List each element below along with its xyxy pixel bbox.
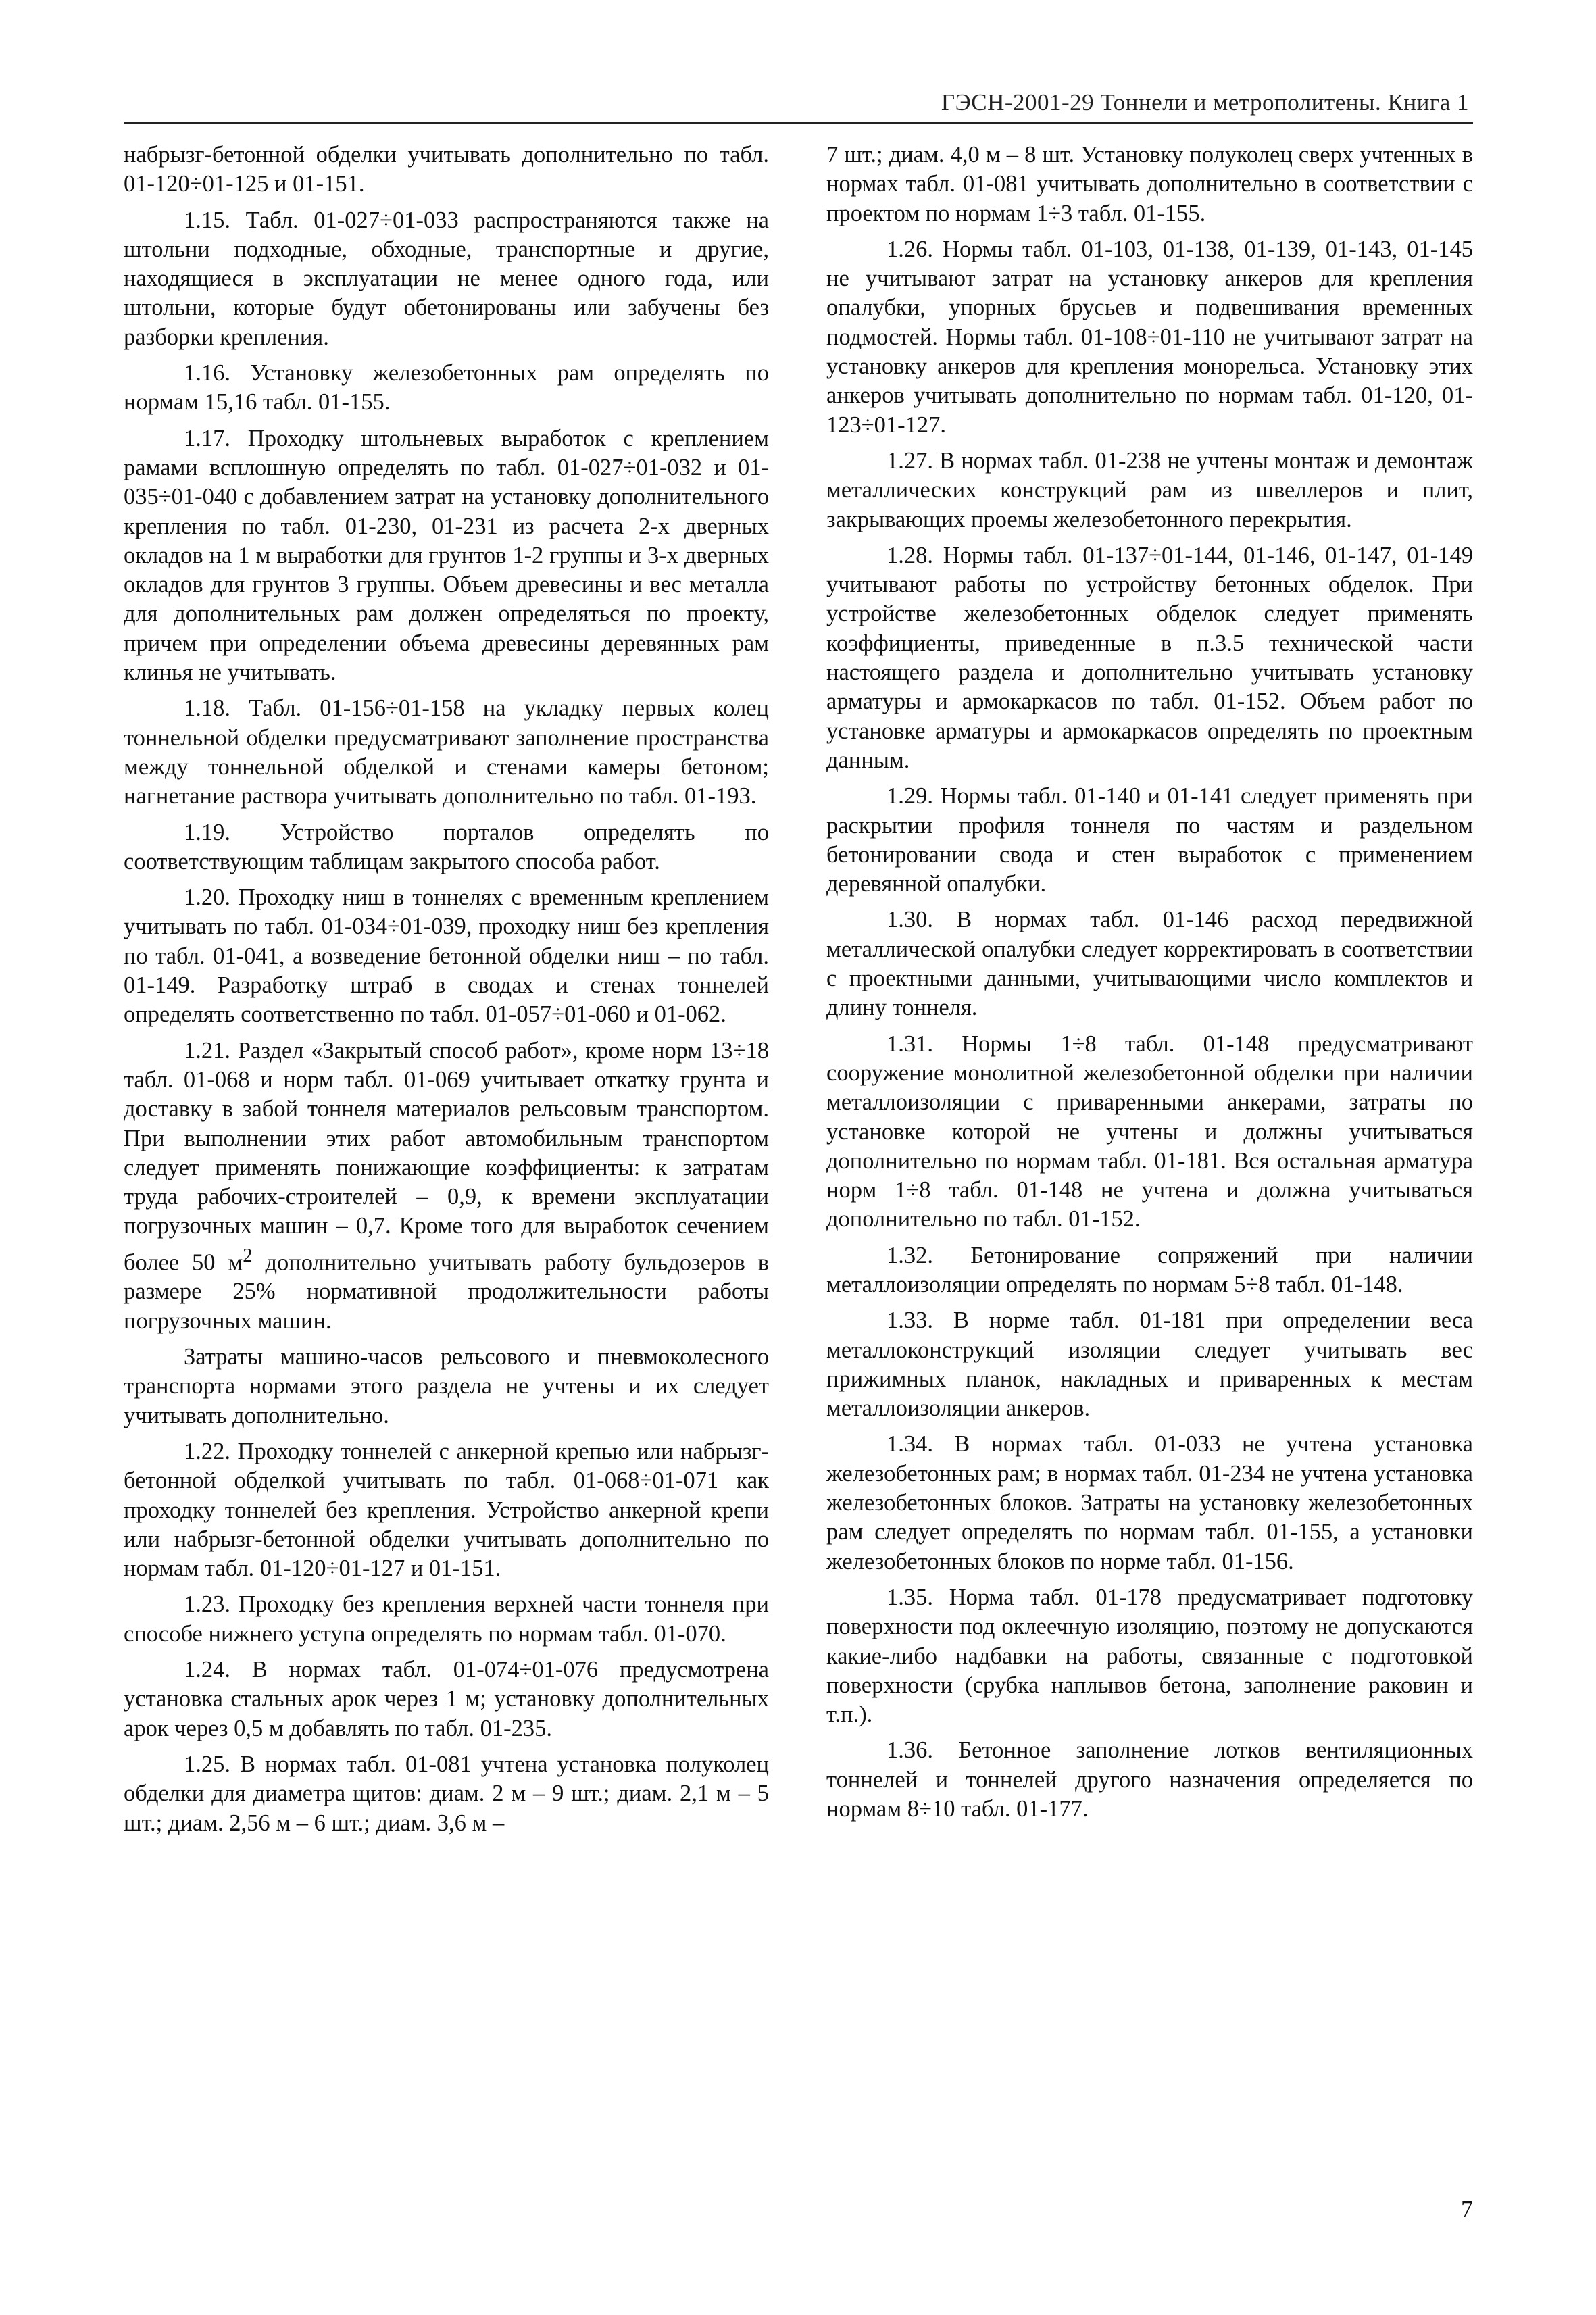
- paragraph-1-33: 1.33. В норме табл. 01-181 при определении веса металлоконструкций изоляции следует учитывать вес прижимных планок, накладных и приваренных к местам металлоизоляции анкеров.: [826, 1308, 1473, 1422]
- paragraph-1-21-text-end: дополнительно учитывать работу бульдозеров в размере 25% нормативной продолжительности работы погрузочных машин.: [124, 1249, 769, 1334]
- paragraph-1-34: 1.34. В нормах табл. 01-033 не учтена установка железобетонных рам; в нормах табл. 01-234 не учтена установка железобетонных блоков. Затраты на установку железобетонных рам следует определять по нормам табл. 01-155, а установки железобетонных блоков по норме табл. 01-156.: [826, 1431, 1473, 1574]
- paragraph-1-22: 1.22. Проходку тоннелей с анкерной крепью или набрызг-бетонной обделкой учитывать по табл. 01-068÷01-071 как проходку тоннелей без крепления. Устройство анкерной крепи или набрызг-бетонной обделки учитывать дополнительно по нормам табл. 01-120÷01-127 и 01-151.: [124, 1438, 769, 1582]
- paragraph-1-32: 1.32. Бетонирование сопряжений при наличии металлоизоляции определять по нормам 5÷8 табл. 01-148.: [826, 1242, 1473, 1297]
- right-column: [826, 141, 1473, 1824]
- paragraph-1-20: 1.20. Проходку ниш в тоннелях с временным креплением учитывать по табл. 01-034÷01-039, проходку ниш без крепления по табл. 01-041, а возведение бетонной обделки ниш – по табл. 01-149. Разработку штраб в сводах и стенах тоннелей определять соответственно по табл. 01-057÷01-060 и 01-062.: [124, 885, 769, 1028]
- paragraph-1-24: 1.24. В нормах табл. 01-074÷01-076 предусмотрена установка стальных арок через 1 м; установку дополнительных арок через 0,5 м добавлять по табл. 01-235.: [124, 1657, 769, 1741]
- paragraph-1-25-cont: 7 шт.; диам. 4,0 м – 8 шт. Установку полуколец сверх учтенных в нормах табл. 01-081 учитывать дополнительно в соответствии с проектом по нормам 1÷3 табл. 01-155.: [826, 142, 1473, 226]
- paragraph-1-35: 1.35. Норма табл. 01-178 предусматривает подготовку поверхности под оклеечную изоляцию, поэтому не допускаются какие-либо надбавки на работы, связанные с подготовкой поверхности (срубка наплывов бетона, заполнение раковин и т.п.).: [826, 1584, 1473, 1728]
- paragraph-1-15: 1.15. Табл. 01-027÷01-033 распространяются также на штольни подходные, обходные, транспортные и другие, находящиеся в эксплуатации не менее одного года, или штольни, которые будут обетонированы или забучены без разборки крепления.: [124, 207, 769, 350]
- left-column: [124, 141, 769, 1838]
- paragraph-transport-costs: Затраты машино-часов рельсового и пневмоколесного транспорта нормами этого раздела не учтены и их следует учитывать дополнительно.: [124, 1344, 769, 1428]
- header-title: ГЭСН-2001-29 Тоннели и метрополитены. Книга 1: [941, 89, 1469, 116]
- paragraph-1-21-text: 1.21. Раздел «Закрытый способ работ», кроме норм 13÷18 табл. 01-068 и норм табл. 01-069 учитывает откатку грунта и доставку в забой тоннеля материалов рельсовым транспортом. При выполнении этих работ автомобильным транспортом следует применять понижающие коэффициенты: к затратам труда рабочих-строителей – 0,9, к времени эксплуатации погрузочных машин – 0,7. Кроме того для выработок сечением более 50 м: [124, 1037, 769, 1276]
- paragraph-1-29: 1.29. Нормы табл. 01-140 и 01-141 следует применять при раскрытии профиля тоннеля по частям и раздельном бетонировании свода и стен выработок с применением деревянной опалубки.: [826, 783, 1473, 897]
- paragraph-1-26: 1.26. Нормы табл. 01-103, 01-138, 01-139, 01-143, 01-145 не учитывают затрат на установку анкеров для крепления опалубки, упорных брусьев и подвешивания временных подмостей. Нормы табл. 01-108÷01-110 не учитывают затрат на установку анкеров для крепления монорельса. Установку этих анкеров учитывать дополнительно по нормам табл. 01-120, 01-123÷01-127.: [826, 236, 1473, 438]
- page-number: 7: [1461, 2195, 1473, 2222]
- paragraph-1-23: 1.23. Проходку без крепления верхней части тоннеля при способе нижнего уступа определять по нормам табл. 01-070.: [124, 1591, 769, 1647]
- running-header: [124, 80, 1473, 124]
- paragraph-1-25: 1.25. В нормах табл. 01-081 учтена установка полуколец обделки для диаметра щитов: диам. 2 м – 9 шт.; диам. 2,1 м – 5 шт.; диам. 2,56 м – 6 шт.; диам. 3,6 м –: [124, 1751, 769, 1836]
- paragraph-1-21: [124, 1037, 769, 1336]
- paragraph-1-18: 1.18. Табл. 01-156÷01-158 на укладку первых колец тоннельной обделки предусматривают заполнение пространства между тоннельной обделкой и стенами камеры бетоном; нагнетание раствора учитывать дополнительно по табл. 01-193.: [124, 695, 769, 810]
- paragraph-1-30: 1.30. В нормах табл. 01-146 расход передвижной металлической опалубки следует корректировать в соответствии с проектными данными, учитывающими число комплектов и длину тоннеля.: [826, 907, 1473, 1021]
- paragraph: набрызг-бетонной обделки учитывать дополнительно по табл. 01-120÷01-125 и 01-151.: [124, 142, 769, 197]
- superscript-2: 2: [243, 1244, 253, 1266]
- paragraph-1-17: 1.17. Проходку штольневых выработок с креплением рамами всплошную определять по табл. 01-027÷01-032 и 01-035÷01-040 с добавлением затрат на установку дополнительного крепления по табл. 01-230, 01-231 из расчета 2-х дверных окладов на 1 м выработки для грунтов 1-2 группы и 3-х дверных окладов для грунтов 3 группы. Объем древесины и вес металла для дополнительных рам должен определяться по проекту, причем при определении объема древесины деревянных рам клинья не учитывать.: [124, 425, 769, 686]
- paragraph-1-31: 1.31. Нормы 1÷8 табл. 01-148 предусматривают сооружение монолитной железобетонной обделки при наличии металлоизоляции с приваренными анкерами, затраты по установке которой не учтены и должны учитываться дополнительно по нормам табл. 01-181. Вся остальная арматура норм 1÷8 табл. 01-148 не учтена и должна учитываться дополнительно по табл. 01-152.: [826, 1030, 1473, 1233]
- paragraph-1-16: 1.16. Установку железобетонных рам определять по нормам 15,16 табл. 01-155.: [124, 360, 769, 416]
- paragraph-1-27: 1.27. В нормах табл. 01-238 не учтены монтаж и демонтаж металлических конструкций рам из швеллеров и плит, закрывающих проемы железобетонного перекрытия.: [826, 447, 1473, 532]
- paragraph-1-19: 1.19. Устройство порталов определять по соответствующим таблицам закрытого способа работ.: [124, 819, 769, 874]
- paragraph-1-36: 1.36. Бетонное заполнение лотков вентиляционных тоннелей и тоннелей другого назначения определяется по нормам 8÷10 табл. 01-177.: [826, 1737, 1473, 1822]
- paragraph-1-28: 1.28. Нормы табл. 01-137÷01-144, 01-146, 01-147, 01-149 учитывают работы по устройству бетонных обделок. При устройстве железобетонных обделок следует применять коэффициенты, приведенные в п.3.5 технической части настоящего раздела и дополнительно учитывать установку арматуры и армокаркасов по табл. 01-152. Объем работ по установке арматуры и армокаркасов определять по проектным данным.: [826, 542, 1473, 773]
